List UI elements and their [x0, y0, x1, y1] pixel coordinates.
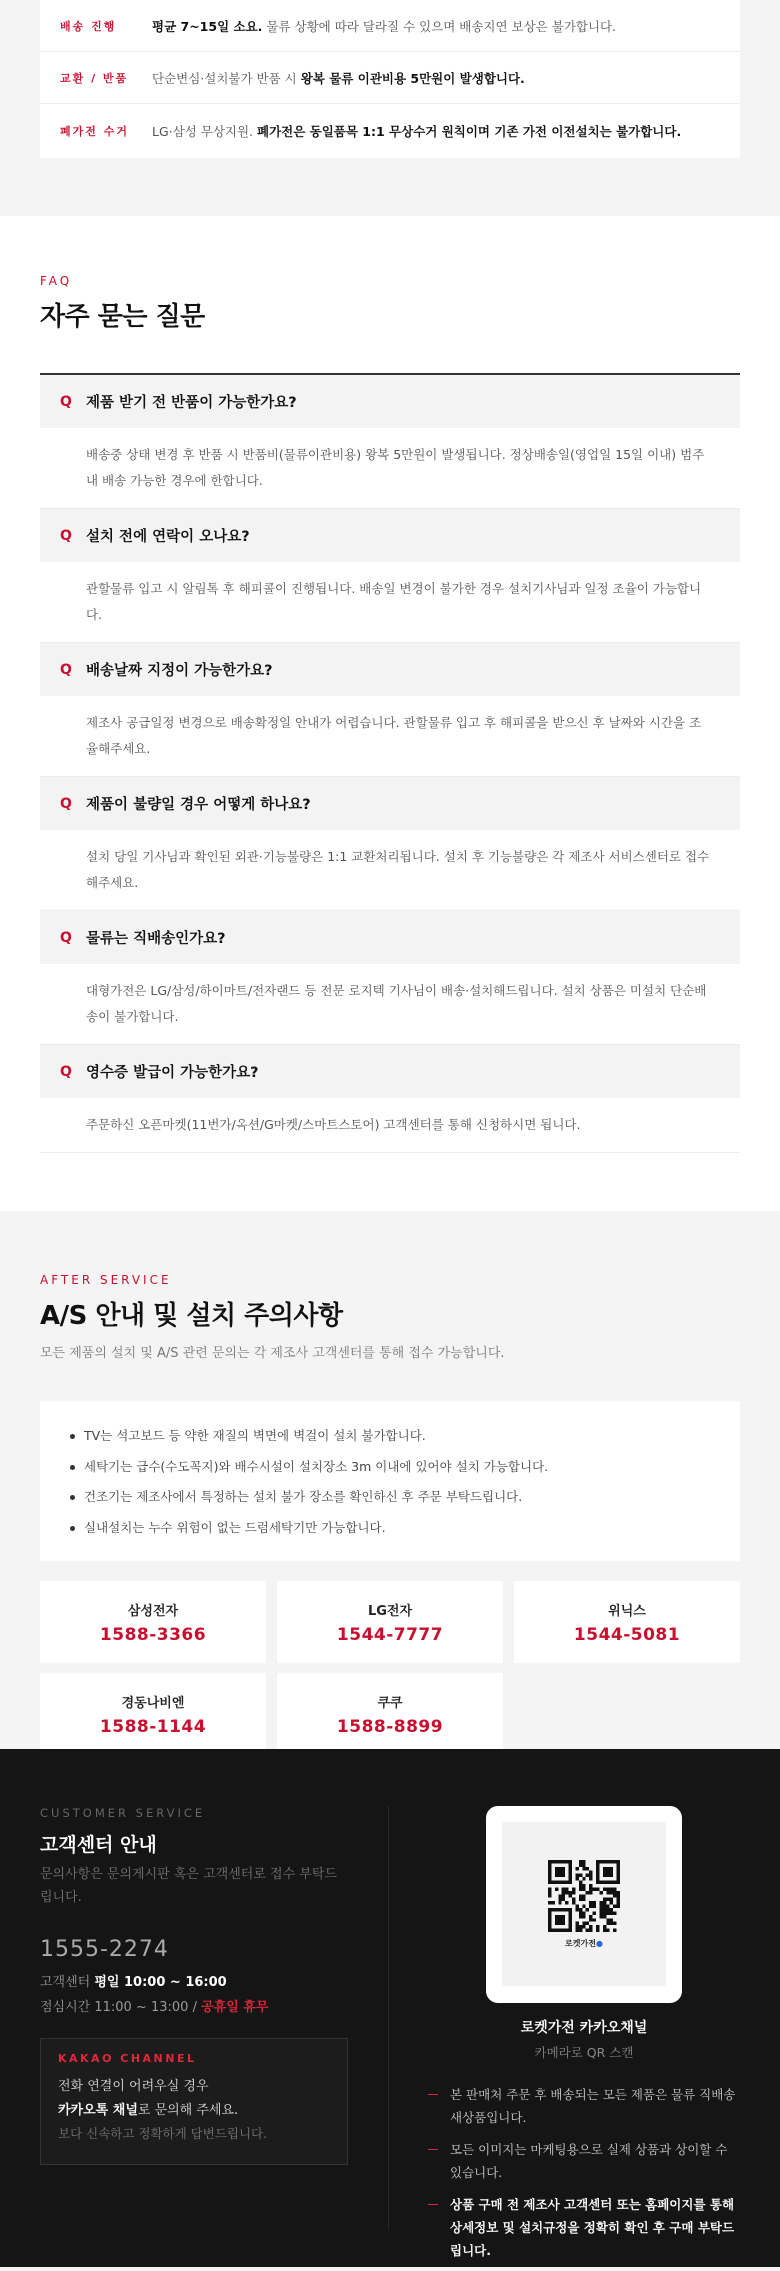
kakao-qr-block: [428, 1806, 740, 2271]
footer-divider: [388, 1806, 389, 2229]
install-notice-list: [40, 1401, 740, 1561]
service-center-phone[interactable]: 1588-8899: [336, 1716, 444, 1737]
delivery-info-row: [40, 0, 740, 52]
service-center-name: LG전자: [367, 1603, 413, 1619]
kakao-eyebrow: KAKAO CHANNEL: [58, 2052, 197, 2065]
qr-label: [565, 1938, 603, 1949]
service-center-card[interactable]: [40, 1673, 266, 1755]
faq-question[interactable]: [40, 777, 740, 830]
as-subtitle: 모든 제품의 설치 및 A/S 관련 문의는 각 제조사 고객센터를 통해 접수 가능합니다.: [40, 1346, 505, 1361]
footer-notes: [428, 2083, 740, 2262]
delivery-info-bold: 평균 7~15일 소요.: [152, 18, 263, 34]
lunch-label: 점심시간 11:00 ~ 13:00 /: [40, 2000, 202, 2015]
delivery-info-text: 단순변심·설치불가 반품 시: [152, 70, 301, 86]
footer-hours: [40, 1970, 348, 2020]
faq-answer: 주문하신 오픈마켓(11번가/옥션/G마켓/스마트스토어) 고객센터를 통해 신청하시면 됩니다.: [86, 1117, 581, 1132]
qr-card[interactable]: [486, 1806, 682, 2003]
delivery-info-value: [152, 69, 525, 87]
faq-list: [40, 373, 740, 1153]
delivery-info-value: [152, 122, 681, 140]
faq-section: [0, 216, 780, 1211]
faq-question-text: 설치 전에 연락이 오나요?: [86, 529, 250, 545]
faq-eyebrow: FAQ: [40, 274, 73, 288]
delivery-info-value: [152, 17, 616, 35]
service-center-name: 삼성전자: [127, 1603, 179, 1619]
faq-item: [40, 509, 740, 643]
faq-answer: 배송중 상태 변경 후 반품 시 반품비(물류이관비용) 왕복 5만원이 발생됩니다. 정상배송일(영업일 15일 이내) 범주 내 배송 가능한 경우에 한합니다.: [86, 447, 705, 488]
qr-code-icon: [548, 1860, 620, 1932]
delivery-info-key: 교환 / 반품: [60, 71, 129, 85]
faq-question[interactable]: [40, 509, 740, 562]
faq-answer: 대형가전은 LG/삼성/하이마트/전자랜드 등 전문 로지텍 기사님이 배송·설치해드립니다. 설치 상품은 미설치 단순배송이 불가합니다.: [86, 983, 707, 1024]
install-notice-item: 세탁기는 급수(수도꼭지)와 배수시설이 설치장소 3m 이내에 있어야 설치 가능합니다.: [66, 1452, 714, 1483]
kakao-line-2-rest: 로 문의해 주세요.: [137, 2103, 239, 2118]
service-center-card[interactable]: [277, 1581, 503, 1663]
install-notice-item: TV는 석고보드 등 약한 재질의 벽면에 벽걸이 설치 불가합니다.: [66, 1421, 714, 1452]
as-eyebrow: AFTER SERVICE: [40, 1273, 172, 1287]
service-center-phone[interactable]: 1544-7777: [336, 1624, 444, 1645]
faq-question-text: 제품 받기 전 반품이 가능한가요?: [86, 395, 297, 411]
faq-question[interactable]: [40, 911, 740, 964]
service-center-card[interactable]: [40, 1581, 266, 1663]
faq-question-text: 제품이 불량일 경우 어떻게 하나요?: [86, 797, 311, 813]
qr-label-mark: ●: [595, 1938, 603, 1948]
kakao-channel-box: [40, 2038, 348, 2165]
delivery-info-text: LG·삼성 무상지원.: [152, 124, 257, 139]
q-mark: Q: [60, 1063, 72, 1080]
kakao-line-2: [58, 2099, 330, 2118]
footer-title: 고객센터 안내: [40, 1834, 157, 1856]
q-mark: Q: [60, 661, 72, 678]
faq-question-text: 영수증 발급이 가능한가요?: [86, 1065, 259, 1081]
delivery-info-row: [40, 104, 740, 158]
faq-item: [40, 1045, 740, 1153]
holiday-off: 공휴일 휴무: [201, 2000, 269, 2015]
channel-name: 로켓가전 카카오채널: [520, 2020, 648, 2036]
delivery-info-key: 폐가전 수거: [60, 125, 129, 138]
install-notice-item: 건조기는 제조사에서 특정하는 설치 불가 장소를 확인하신 후 주문 부탁드립니다.: [66, 1482, 714, 1513]
hours-value: 평일 10:00 ~ 16:00: [94, 1975, 227, 1990]
q-mark: Q: [60, 929, 72, 946]
service-center-name: 쿠쿠: [377, 1695, 403, 1711]
kakao-channel-link[interactable]: 카카오톡 채널: [58, 2103, 138, 2118]
faq-item: [40, 777, 740, 911]
footer-desc: 문의사항은 문의게시판 혹은 고객센터로 접수 부탁드립니다.: [40, 1867, 337, 1905]
q-mark: Q: [60, 795, 72, 812]
delivery-info-key: 배송 진행: [60, 19, 117, 33]
faq-answer: 제조사 공급일정 변경으로 배송확정일 안내가 어렵습니다. 관할물류 입고 후 해피콜을 받으신 후 날짜와 시간을 조율해주세요.: [86, 715, 702, 756]
q-mark: Q: [60, 527, 72, 544]
delivery-info-table: [40, 0, 740, 158]
kakao-line-3: 보다 신속하고 정확하게 답변드립니다.: [58, 2126, 268, 2141]
footer-note: 모든 이미지는 마케팅용으로 실제 상품과 상이할 수 있습니다.: [428, 2138, 740, 2184]
delivery-info-row: [40, 52, 740, 104]
faq-question-text: 물류는 직배송인가요?: [86, 931, 226, 947]
service-center-name: 경동나비엔: [121, 1695, 185, 1711]
service-center-phone[interactable]: 1544-5081: [573, 1624, 681, 1645]
channel-sub: 카메라로 QR 스캔: [534, 2045, 634, 2060]
service-center-card[interactable]: [277, 1673, 503, 1755]
faq-answer: 관할물류 입고 시 알림톡 후 해피콜이 진행됩니다. 배송일 변경이 불가한 경우 설치기사님과 일정 조율이 가능합니다.: [86, 581, 702, 622]
qr-label-text: 로켓가전: [565, 1938, 596, 1948]
qr-inner: [502, 1822, 666, 1986]
q-mark: Q: [60, 393, 72, 410]
service-center-phone[interactable]: 1588-1144: [99, 1716, 207, 1737]
as-title: A/S 안내 및 설치 주의사항: [40, 1301, 343, 1331]
delivery-info-bold: 폐가전은 동일품목 1:1 무상수거 원칙이며 기존 가전 이전설치는 불가합니다.: [257, 124, 682, 139]
kakao-line-1: 전화 연결이 어려우실 경우: [58, 2079, 209, 2094]
delivery-info-section: [0, 0, 780, 216]
faq-answer: 설치 당일 기사님과 확인된 외관·기능불량은 1:1 교환처리됩니다. 설치 후 기능불량은 각 제조사 서비스센터로 접수해주세요.: [86, 849, 710, 890]
faq-item: [40, 911, 740, 1045]
delivery-info-bold: 왕복 물류 이관비용 5만원이 발생합니다.: [300, 70, 525, 86]
after-service-section: [0, 1211, 780, 1813]
faq-item: [40, 643, 740, 777]
faq-title: 자주 묻는 질문: [40, 302, 205, 332]
customer-service-block: [40, 1806, 348, 2165]
delivery-info-text-after: 물류 상황에 따라 달라질 수 있으며 배송지연 보상은 불가합니다.: [262, 18, 617, 34]
footer: [0, 1749, 780, 2267]
faq-question[interactable]: [40, 1045, 740, 1098]
faq-question-text: 배송날짜 지정이 가능한가요?: [86, 663, 273, 679]
service-center-phone[interactable]: 1588-3366: [99, 1624, 207, 1645]
service-center-card[interactable]: [514, 1581, 740, 1663]
install-notice-item: 실내설치는 누수 위험이 없는 드럼세탁기만 가능합니다.: [66, 1513, 714, 1544]
faq-question[interactable]: [40, 375, 740, 428]
service-center-name: 위닉스: [608, 1603, 646, 1619]
footer-eyebrow: CUSTOMER SERVICE: [40, 1806, 206, 1820]
faq-question[interactable]: [40, 643, 740, 696]
service-center-grid: [40, 1581, 740, 1755]
footer-phone[interactable]: 1555-2274: [40, 1937, 169, 1962]
footer-note: 상품 구매 전 제조사 고객센터 또는 홈페이지를 통해 상세정보 및 설치규정을 정확히 확인 후 구매 부탁드립니다.: [428, 2193, 740, 2262]
hours-label: 고객센터: [40, 1975, 95, 1990]
footer-note: 본 판매처 주문 후 배송되는 모든 제품은 물류 직배송 새상품입니다.: [428, 2083, 740, 2129]
faq-item: [40, 375, 740, 509]
